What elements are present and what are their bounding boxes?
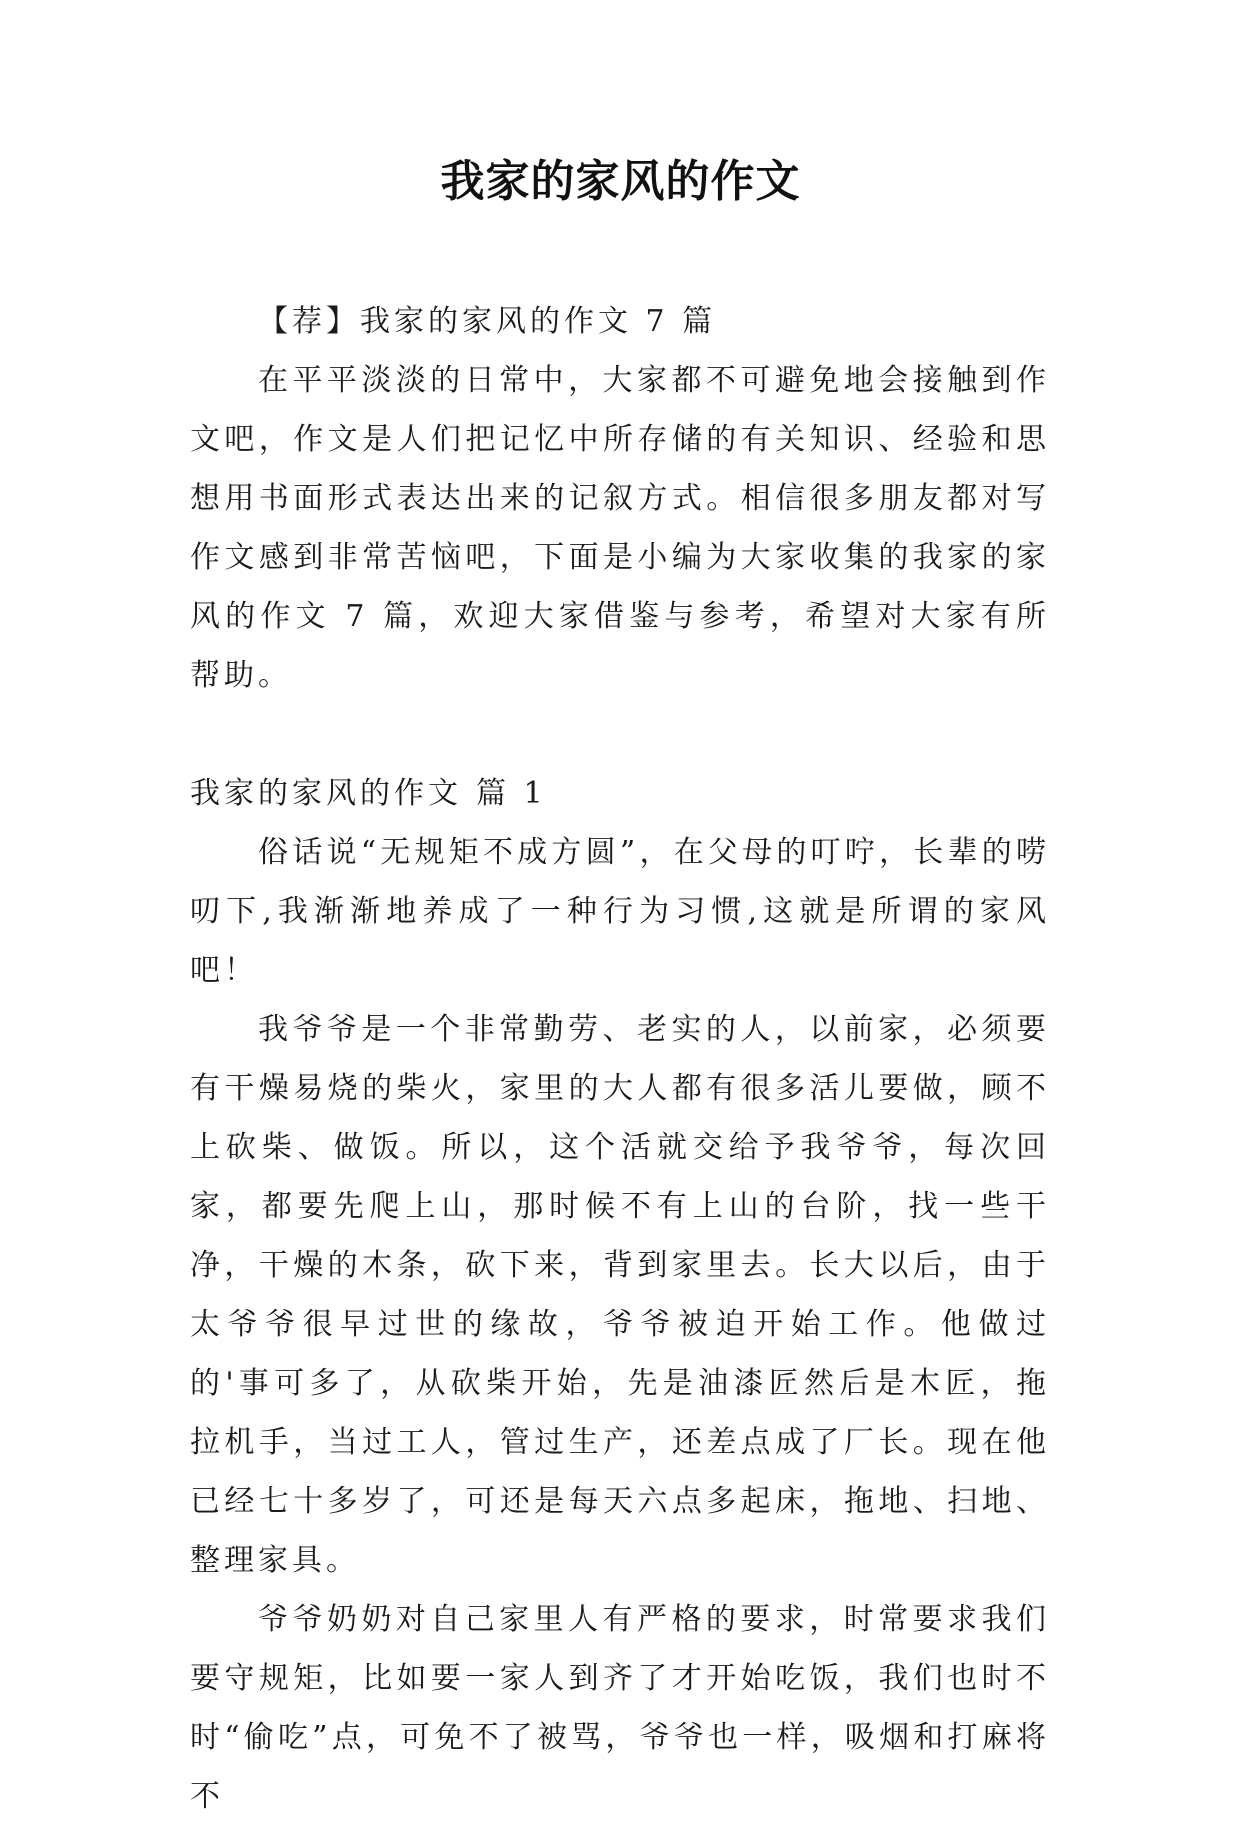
recommend-line: 【荐】我家的家风的作文 7 篇 — [258, 304, 717, 339]
document-title: 我家的家风的作文 — [440, 156, 801, 207]
section-heading-number: 篇 1 — [476, 776, 547, 811]
body-paragraph: 俗话说“无规矩不成方圆”，在父母的叮咛，长辈的唠叨下,我渐渐地养成了一种行为习惯,这就是所谓的家风吧！ — [190, 835, 1050, 988]
section-heading — [190, 764, 1050, 823]
intro-paragraph: 在平平淡淡的日常中，大家都不可避免地会接触到作文吧，作文是人们把记忆中所存储的有关知识、经验和思想用书面形式表达出来的记叙方式。相信很多朋友都对写作文感到非常苦恼吧，下面是小编为大家收集的我家的家风的作文 7 篇，欢迎大家借鉴与参考，希望对大家有所帮助。 — [190, 363, 1050, 693]
document-body — [190, 292, 1050, 1826]
body-paragraph: 爷爷奶奶对自己家里人有严格的要求，时常要求我们要守规矩，比如要一家人到齐了才开始吃饭，我们也时不时“偷吃”点，可免不了被骂，爷爷也一样，吸烟和打麻将不 — [190, 1602, 1050, 1814]
section-heading-title: 我家的家风的作文 — [190, 776, 462, 811]
body-paragraph: 我爷爷是一个非常勤劳、老实的人，以前家，必须要有干燥易烧的柴火，家里的大人都有很多活儿要做，顾不上砍柴、做饭。所以，这个活就交给予我爷爷，每次回家，都要先爬上山，那时候不有上山的台阶，找一些干净，干燥的木条，砍下来，背到家里去。长大以后，由于太爷爷很早过世的缘故，爷爷被迫开始工作。他做过的'事可多了，从砍柴开始，先是油漆匠然后是木匠，拖拉机手，当过工人，管过生产，还差点成了厂长。现在他已经七十多岁了，可还是每天六点多起床，拖地、扫地、整理家具。 — [190, 1012, 1050, 1578]
